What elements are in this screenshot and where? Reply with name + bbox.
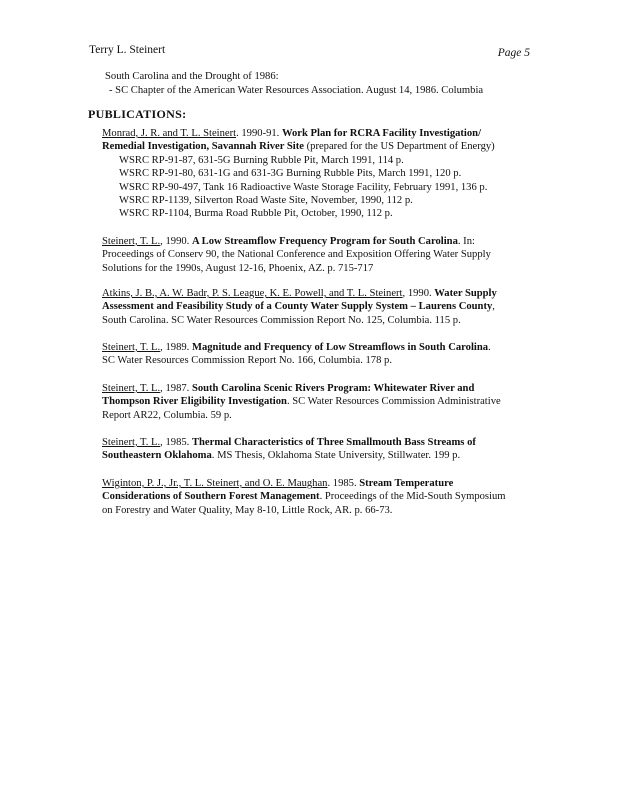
publication-title: A Low Streamflow Frequency Program for South Carolina: [191, 236, 458, 247]
report-item: WSRC RP-1104, Burma Road Rubble Pit, October, 1990, 112 p.: [119, 208, 393, 220]
publication-line: Report AR22, Columbia. 59 p.: [102, 409, 232, 421]
publication-title: Southeastern Oklahoma: [102, 450, 212, 462]
publication-line: [102, 300, 532, 313]
publication-authors: Steinert, T. L.: [102, 437, 161, 448]
publication-title: Considerations of Southern Forest Management: [102, 491, 320, 503]
presentation-venue: - SC Chapter of the American Water Resources Association. August 14, 1986. Columbia: [109, 85, 484, 96]
publication-title: South Carolina Scenic Rivers Program: Whitewater River and: [191, 383, 475, 394]
publication-details: . SC Water Resources Commission Administrative: [286, 396, 501, 408]
publication-details: (prepared for the US Department of Energy): [303, 141, 495, 153]
report-item: WSRC RP-90-497, Tank 16 Radioactive Waste Storage Facility, February 1991, 136 p.: [119, 181, 488, 193]
publication-title: Work Plan for RCRA Facility Investigation/: [281, 128, 482, 139]
publication-entry: [102, 341, 532, 368]
publication-line: Proceedings of Conserv 90, the National Conference and Exposition Offering Water Supply: [102, 249, 491, 261]
presentation-title: South Carolina and the Drought of 1986:: [105, 71, 279, 82]
publication-entry: [102, 382, 532, 422]
publication-authors: Atkins, J. B., A. W. Badr, P. S. League, K. E. Powell, and T. L. Steinert: [102, 288, 403, 299]
publication-line: [102, 490, 532, 503]
publication-line: [102, 235, 532, 248]
publication-authors: Wiginton, P. J., Jr., T. L. Steinert, and O. E. Maughan: [102, 478, 328, 489]
publication-line: South Carolina. SC Water Resources Commission Report No. 125, Columbia. 115 p.: [102, 314, 461, 326]
page-number: Page 5: [497, 47, 530, 59]
publication-line: Solutions for the 1990s, August 12-16, Phoenix, AZ. p. 715-717: [102, 262, 374, 274]
section-heading-publications: PUBLICATIONS:: [88, 107, 187, 121]
publication-details: ,: [492, 301, 495, 313]
publication-line: on Forestry and Water Quality, May 8-10, Little Rock, AR. p. 66-73.: [102, 504, 393, 516]
publication-title: Thermal Characteristics of Three Smallmouth Bass Streams of: [191, 437, 476, 448]
report-item: WSRC RP-91-80, 631-1G and 631-3G Burning Rubble Pits, March 1991, 120 p.: [119, 168, 462, 180]
publication-authors: Steinert, T. L.: [102, 383, 161, 394]
publication-year: . 1985.: [327, 478, 360, 489]
publication-year: . 1990-91.: [236, 128, 282, 139]
publication-entry: [102, 287, 532, 327]
publication-details: . Proceedings of the Mid-South Symposium: [319, 491, 506, 503]
publication-line: [102, 395, 532, 408]
publication-title: Thompson River Eligibility Investigation: [102, 396, 287, 408]
publication-line: SC Water Resources Commission Report No. 166, Columbia. 178 p.: [102, 355, 392, 367]
publication-details: .: [488, 342, 491, 353]
publication-details: . In:: [457, 236, 475, 247]
publication-entry: [102, 235, 532, 275]
publication-title: Stream Temperature: [359, 478, 454, 489]
publication-year: , 1990.: [160, 236, 192, 247]
publication-authors: Steinert, T. L.: [102, 342, 161, 353]
publication-line: [102, 436, 532, 449]
publication-title: Water Supply: [434, 288, 497, 299]
publication-authors: Monrad, J. R. and T. L. Steinert: [102, 128, 237, 139]
publication-entry: [102, 127, 532, 221]
report-item: WSRC RP-1139, Silverton Road Waste Site, November, 1990, 112 p.: [119, 195, 413, 207]
publication-year: , 1985.: [160, 437, 192, 448]
publication-line: [102, 477, 532, 490]
publication-year: , 1987.: [160, 383, 192, 394]
report-item: WSRC RP-91-87, 631-5G Burning Rubble Pit, March 1991, 114 p.: [119, 154, 404, 166]
publication-title: Remedial Investigation, Savannah River Site: [102, 141, 304, 153]
publication-entry: [102, 477, 532, 517]
publication-line: [102, 287, 532, 300]
publication-line: [102, 341, 532, 354]
publication-details: . MS Thesis, Oklahoma State University, Stillwater. 199 p.: [211, 450, 461, 462]
publication-line: [102, 449, 532, 462]
publication-title: Magnitude and Frequency of Low Streamflows in South Carolina: [191, 342, 489, 353]
publication-entry: [102, 436, 532, 463]
publication-authors: Steinert, T. L.: [102, 236, 161, 247]
publication-year: , 1990.: [402, 288, 435, 299]
publication-line: [102, 127, 532, 140]
publication-year: , 1989.: [160, 342, 192, 353]
publication-line: [102, 140, 532, 153]
author-header: Terry L. Steinert: [89, 44, 166, 56]
publication-line: [102, 382, 532, 395]
publication-title: Assessment and Feasibility Study of a County Water Supply System – Laurens County: [102, 301, 493, 313]
